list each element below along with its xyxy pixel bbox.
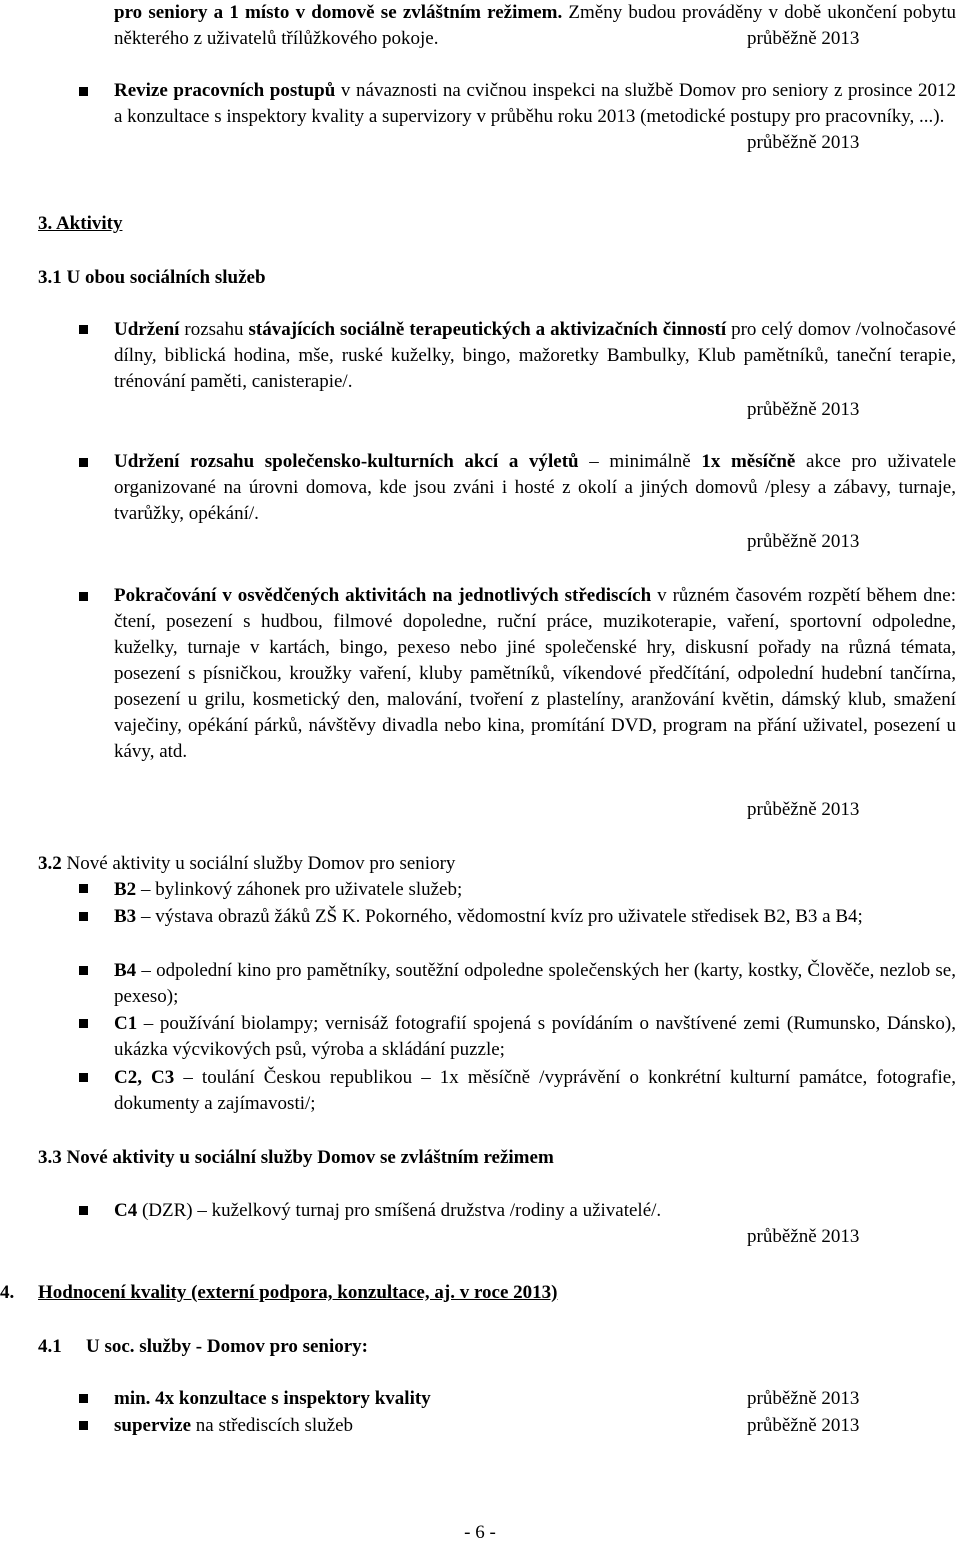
item3-bold-a: Pokračování v osvědčených aktivitách na jednotlivých střediscích: [114, 585, 652, 606]
subsection-3-2-number: 3.2: [38, 853, 62, 874]
subsection-3-1-heading: 3.1 U obou sociálních služeb: [38, 267, 266, 288]
quality-item-1: [114, 1386, 431, 1412]
code-b2: B2: [114, 879, 137, 900]
square-bullet-icon: [79, 884, 88, 893]
quality-item-2-text: na střediscích služeb: [191, 1415, 354, 1436]
quality-item-2-date: průběžně 2013: [747, 1415, 860, 1436]
quality-item-1-date: průběžně 2013: [747, 1388, 860, 1409]
subsection-3-2-title: Nové aktivity u sociální služby Domov pro seniory: [61, 853, 456, 874]
revize-date: průběžně 2013: [747, 132, 860, 153]
square-bullet-icon: [79, 912, 88, 921]
square-bullet-icon: [79, 966, 88, 975]
item2-text-a: – minimálně: [578, 451, 702, 472]
subsection-3-3-title: Nové aktivity u sociální služby Domov se zvláštním režimem: [61, 1147, 554, 1168]
activity-item-3: [114, 583, 956, 765]
square-bullet-icon: [79, 458, 88, 467]
page-number: - 6 -: [464, 1522, 496, 1543]
section-4-heading: Hodnocení kvality (externí podpora, konzultace, aj. v roce 2013): [38, 1282, 558, 1303]
revize-text: v návaznosti na cvičnou inspekci na službě Domov pro seniory z prosince 2012 a konzultace s inspektory kvality a supervizory v průběhu roku 2013 (metodické postupy pro pracovníky, ...).: [114, 80, 956, 127]
text-b3: – výstava obrazů žáků ZŠ K. Pokorného, vědomostní kvíz pro uživatele středisek B2, B3 a B4;: [136, 906, 863, 927]
code-c2-c3: C2, C3: [114, 1067, 175, 1088]
section-3-heading: 3. Aktivity: [38, 213, 123, 234]
subsection-4-1-number: 4.1: [38, 1336, 62, 1357]
item1-date: průběžně 2013: [747, 399, 860, 420]
subsection-3-3-heading: [38, 1145, 554, 1171]
square-bullet-icon: [79, 1073, 88, 1082]
new-activity-c1: [114, 1011, 956, 1063]
item2-date: průběžně 2013: [747, 531, 860, 552]
section-4-number: 4.: [0, 1282, 15, 1303]
square-bullet-icon: [79, 592, 88, 601]
activity-item-1: [114, 317, 956, 395]
text-c2-c3: – toulání Českou republikou – 1x měsíčně /vyprávění o konkrétní kulturní památce, fotografie, dokumenty a zajímavosti/;: [114, 1067, 956, 1114]
item2-bold-b: 1x měsíčně: [701, 451, 796, 472]
item2-bold-a: Udržení rozsahu společensko-kulturních akcí a výletů: [114, 451, 579, 472]
new-activity-b4: [114, 958, 956, 1010]
intro-date: průběžně 2013: [747, 28, 860, 49]
square-bullet-icon: [79, 325, 88, 334]
item1-text-b: pro celý domov /volnočasové dílny, biblická hodina, mše, ruské kuželky, bingo, mažoretky Bambulky, Klub pamětníků, taneční terapie, trénování paměti, canisterapie/.: [114, 319, 956, 392]
revize-paragraph: [114, 78, 956, 130]
subsection-4-1-title: U soc. služby - Domov pro seniory:: [86, 1336, 369, 1357]
quality-item-1-bold: min. 4x konzultace s inspektory kvality: [114, 1388, 431, 1409]
new-activity-c2-c3: [114, 1065, 956, 1117]
c4-date: průběžně 2013: [747, 1226, 860, 1247]
quality-item-2-bold: supervize: [114, 1415, 192, 1436]
code-b3: B3: [114, 906, 137, 927]
intro-bold-text: pro seniory a 1 místo v domově se zvláštním režimem.: [114, 2, 563, 23]
square-bullet-icon: [79, 1394, 88, 1403]
item3-text-a: v různém časovém rozpětí během dne: čtení, posezení s hudbou, filmové dopoledne, ruční práce, muzikoterapie, vaření, sportovní odpoledne, kuželky, turnaje v kartách, bingo, pexeso nebo jiné společenské hry, diskusní pořady na různá témata, posezení s písničkou, kroužky vaření, kluby pamětníků, víkendové předčítání, odpolední hudební tančírna, posezení u grilu, kosmetický den, malování, tvoření z plastelíny, aranžování květin, dámský klub, smažení vaječiny, opékání párků, návštěvy divadla nebo kina, promítání DVD, program na přání uživatel, posezení u kávy, atd.: [114, 585, 956, 762]
code-b4: B4: [114, 960, 137, 981]
text-c4: (DZR) – kuželkový turnaj pro smíšená družstva /rodiny a uživatelé/.: [137, 1200, 662, 1221]
item1-bold-a: Udržení: [114, 319, 180, 340]
activity-item-2: [114, 449, 956, 527]
revize-bold-text: Revize pracovních postupů: [114, 80, 336, 101]
quality-item-2: [114, 1413, 353, 1439]
code-c1: C1: [114, 1013, 138, 1034]
item1-text-a: rozsahu: [179, 319, 249, 340]
intro-text: Změny budou prováděny v době ukončení pobytu některého z uživatelů třílůžkového pokoje.: [114, 2, 956, 49]
item3-date: průběžně 2013: [747, 799, 860, 820]
item1-bold-b: stávajících sociálně terapeutických a aktivizačních činností: [248, 319, 727, 340]
item2-text-b: akce pro uživatele organizované na úrovni domova, kde jsou zváni i hosté z okolí a jiných domovů /plesy a zábavy, turnaje, tvarůžky, opékání/.: [114, 451, 957, 524]
text-c1: – používání biolampy; vernisáž fotografií spojená s povídáním o navštívené zemi (Rumunsko, Dánsko), ukázka výcvikových psů, výroba a skládání puzzle;: [114, 1013, 956, 1060]
text-b2: – bylinkový záhonek pro uživatele služeb;: [136, 879, 463, 900]
new-activity-b2: [114, 877, 956, 903]
new-activity-b3: [114, 904, 956, 930]
subsection-3-3-number: 3.3: [38, 1147, 62, 1168]
new-activity-c4: [114, 1198, 956, 1224]
text-b4: – odpolední kino pro pamětníky, soutěžní odpoledne společenských her (karty, kostky, Člověče, nezlob se, pexeso);: [114, 960, 956, 1007]
square-bullet-icon: [79, 1019, 88, 1028]
square-bullet-icon: [79, 87, 88, 96]
subsection-3-2-heading: [38, 851, 455, 877]
square-bullet-icon: [79, 1421, 88, 1430]
code-c4: C4: [114, 1200, 138, 1221]
square-bullet-icon: [79, 1206, 88, 1215]
